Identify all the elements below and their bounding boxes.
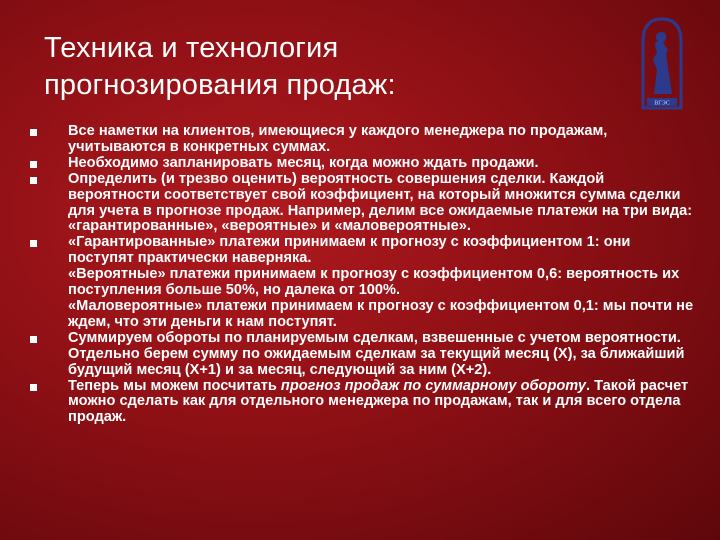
bullet-item	[30, 235, 698, 330]
bullet-text-tail: . Такой расчет можно сделать как для отдельного менеджера по продажам, так и для всего отдела продаж.	[68, 377, 689, 426]
bullet-item	[30, 331, 698, 379]
bullet-item	[30, 379, 698, 427]
bullet-text	[68, 379, 698, 427]
bullet-text: Необходимо запланировать месяц, когда можно ждать продажи.	[68, 154, 539, 171]
bullet-text: Определить (и трезво оценить) вероятность совершения сделки. Каждой вероятности соответствует свой коэффициент, на который множится сумма сделки для учета в прогнозе продаж. Например, делим все ожидаемые платежи на три вида: «гарантированные», «вероятные» и «маловероятные».	[68, 170, 693, 235]
bullet-square-icon	[30, 336, 37, 343]
bullet-item	[30, 156, 698, 172]
bullet-square-icon	[30, 129, 37, 136]
bullet-list	[30, 124, 698, 426]
logo-label: ВГЭС	[654, 100, 670, 107]
bullet-item	[30, 124, 698, 156]
title-line-1: Техника и технология	[44, 32, 339, 64]
slide-title	[44, 30, 604, 104]
bullet-text-lead: Теперь мы можем посчитать	[68, 377, 281, 394]
bullet-square-icon	[30, 177, 37, 184]
bullet-text-improbable: «Маловероятные» платежи принимаем к прогнозу с коэффициентом 0,1: мы почти не ждем, что эти деньги к нам поступят.	[68, 297, 694, 330]
bullet-square-icon	[30, 240, 37, 247]
bullet-text: Все наметки на клиентов, имеющиеся у каждого менеджера по продажам, учитываются в конкретных суммах.	[68, 123, 608, 155]
bullet-item	[30, 172, 698, 236]
bullet-square-icon	[30, 161, 37, 168]
bullet-square-icon	[30, 384, 37, 391]
bullet-text-emphasis: прогноз продаж по суммарному обороту	[280, 377, 587, 394]
title-line-2: прогнозирования продаж:	[44, 69, 396, 101]
bullet-text: Суммируем обороты по планируемым сделкам, взвешенные с учетом вероятности. Отдельно берем сумму по ожидаемым сделкам за текущий месяц (X), за ближайший будущий месяц (X+1) и за месяц, следующий за ним (X+2).	[68, 329, 685, 378]
university-logo-icon	[640, 16, 684, 112]
bullet-text-probable: «Вероятные» платежи принимаем к прогнозу с коэффициентом 0,6: вероятность их поступления больше 50%, но далека от 100%.	[68, 266, 680, 299]
bullet-text-guaranteed: «Гарантированные» платежи принимаем к прогнозу с коэффициентом 1: они поступят практически наверняка.	[68, 234, 631, 267]
